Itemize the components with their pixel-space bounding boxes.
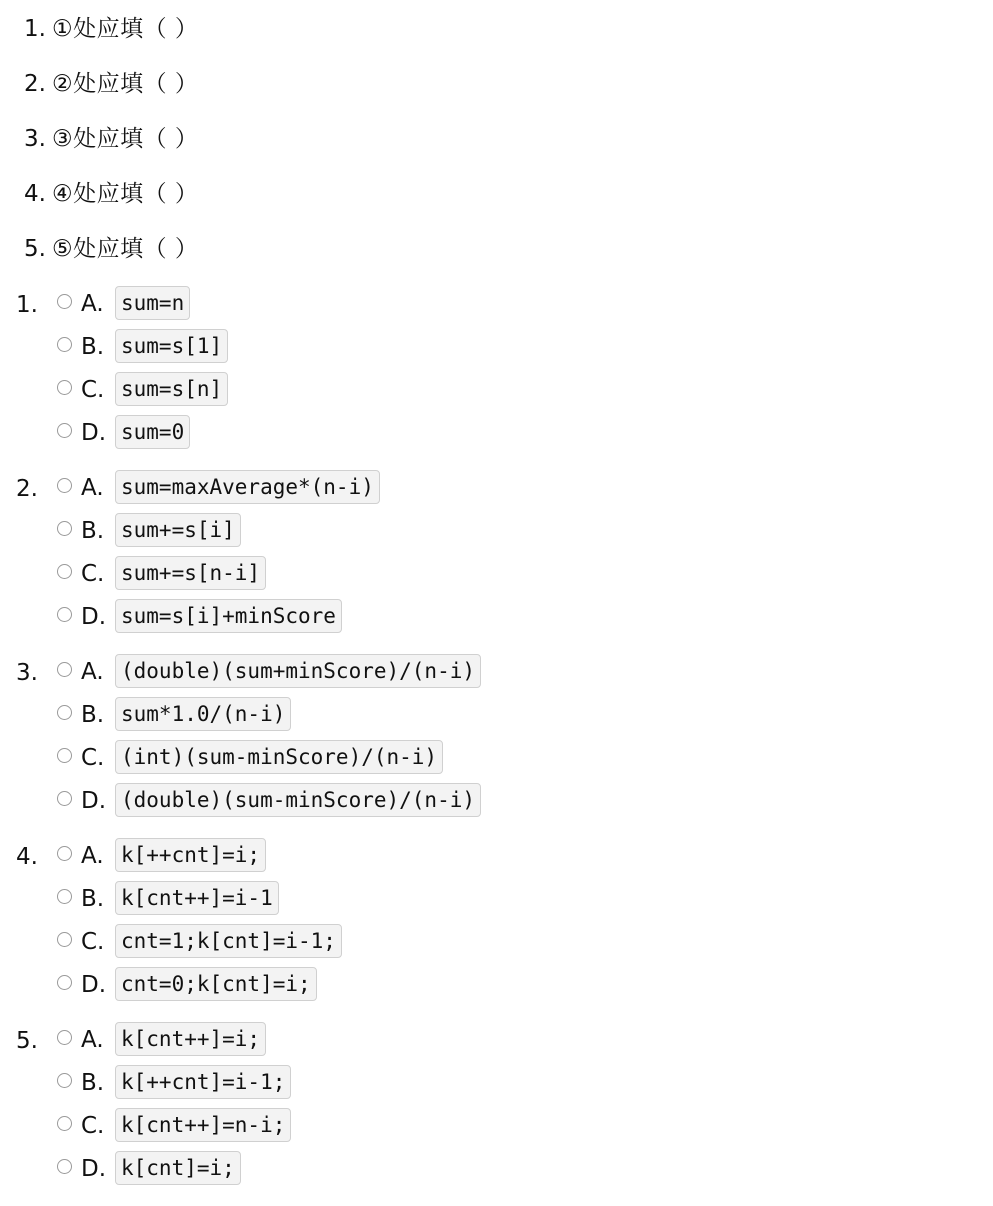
radio-button[interactable]: [57, 1116, 72, 1131]
option-c[interactable]: [44, 556, 380, 599]
prompt-text: ④处应填（ ）: [52, 181, 199, 207]
radio-button[interactable]: [57, 564, 72, 579]
option-letter: D.: [81, 604, 107, 630]
option-code: (double)(sum+minScore)/(n-i): [115, 654, 481, 688]
option-code: sum+=s[i]: [115, 513, 241, 547]
prompt-number: 3.: [24, 126, 46, 152]
radio-button[interactable]: [57, 294, 72, 309]
option-letter: A.: [81, 291, 104, 317]
option-a[interactable]: [44, 1022, 291, 1065]
prompt-text: ①处应填（ ）: [52, 16, 199, 42]
option-b[interactable]: [44, 513, 380, 556]
option-letter: B.: [81, 518, 105, 544]
prompt-item: [0, 12, 993, 67]
option-c[interactable]: [44, 372, 228, 415]
prompt-number: 1.: [24, 16, 46, 42]
radio-button[interactable]: [57, 791, 72, 806]
prompt-number: 2.: [24, 71, 46, 97]
radio-button[interactable]: [57, 380, 72, 395]
option-b[interactable]: [44, 1065, 291, 1108]
radio-button[interactable]: [57, 662, 72, 677]
question-number: 2.: [16, 476, 38, 502]
option-letter: D.: [81, 788, 107, 814]
option-code: sum*1.0/(n-i): [115, 697, 291, 731]
option-code: sum=n: [115, 286, 190, 320]
radio-button[interactable]: [57, 521, 72, 536]
option-code: k[cnt]=i;: [115, 1151, 241, 1185]
option-list: [44, 1022, 291, 1194]
option-d[interactable]: [44, 415, 228, 458]
option-c[interactable]: [44, 924, 342, 967]
option-code: sum=0: [115, 415, 190, 449]
option-list: [44, 470, 380, 642]
prompt-list: [0, 12, 993, 287]
prompt-item: [0, 232, 993, 287]
option-letter: C.: [81, 561, 105, 587]
option-letter: D.: [81, 1156, 107, 1182]
radio-button[interactable]: [57, 337, 72, 352]
option-list: [44, 654, 481, 826]
option-d[interactable]: [44, 1151, 291, 1194]
option-a[interactable]: [44, 286, 228, 329]
option-b[interactable]: [44, 881, 342, 924]
option-letter: B.: [81, 1070, 105, 1096]
radio-button[interactable]: [57, 1159, 72, 1174]
option-letter: C.: [81, 1113, 105, 1139]
option-code: k[++cnt]=i;: [115, 838, 266, 872]
option-a[interactable]: [44, 654, 481, 697]
option-letter: A.: [81, 659, 104, 685]
option-code: k[cnt++]=i;: [115, 1022, 266, 1056]
option-code: sum=s[1]: [115, 329, 228, 363]
question-group: [0, 838, 993, 1010]
question-group: [0, 654, 993, 826]
option-d[interactable]: [44, 967, 342, 1010]
question-group: [0, 1022, 993, 1194]
radio-button[interactable]: [57, 705, 72, 720]
prompt-item: [0, 122, 993, 177]
radio-button[interactable]: [57, 1073, 72, 1088]
option-letter: A.: [81, 1027, 104, 1053]
option-letter: A.: [81, 843, 104, 869]
prompt-item: [0, 67, 993, 122]
option-code: k[++cnt]=i-1;: [115, 1065, 291, 1099]
radio-button[interactable]: [57, 478, 72, 493]
radio-button[interactable]: [57, 748, 72, 763]
option-list: [44, 838, 342, 1010]
option-code: sum+=s[n-i]: [115, 556, 266, 590]
question-list: [0, 286, 993, 1206]
prompt-number: 5.: [24, 236, 46, 262]
option-code: (int)(sum-minScore)/(n-i): [115, 740, 443, 774]
radio-button[interactable]: [57, 1030, 72, 1045]
option-code: sum=s[i]+minScore: [115, 599, 342, 633]
option-c[interactable]: [44, 1108, 291, 1151]
question-number: 1.: [16, 292, 38, 318]
question-number: 3.: [16, 660, 38, 686]
question-number: 5.: [16, 1028, 38, 1054]
question-group: [0, 470, 993, 642]
radio-button[interactable]: [57, 975, 72, 990]
option-a[interactable]: [44, 470, 380, 513]
option-letter: D.: [81, 972, 107, 998]
radio-button[interactable]: [57, 889, 72, 904]
prompt-item: [0, 177, 993, 232]
option-letter: B.: [81, 886, 105, 912]
option-a[interactable]: [44, 838, 342, 881]
option-code: k[cnt++]=n-i;: [115, 1108, 291, 1142]
option-list: [44, 286, 228, 458]
prompt-text: ②处应填（ ）: [52, 71, 199, 97]
option-code: sum=s[n]: [115, 372, 228, 406]
option-letter: C.: [81, 929, 105, 955]
option-code: k[cnt++]=i-1: [115, 881, 279, 915]
prompt-text: ⑤处应填（ ）: [52, 236, 199, 262]
option-c[interactable]: [44, 740, 481, 783]
question-group: [0, 286, 993, 458]
prompt-number: 4.: [24, 181, 46, 207]
option-d[interactable]: [44, 599, 380, 642]
option-letter: B.: [81, 334, 105, 360]
option-letter: D.: [81, 420, 107, 446]
radio-button[interactable]: [57, 846, 72, 861]
option-letter: C.: [81, 745, 105, 771]
radio-button[interactable]: [57, 423, 72, 438]
question-number: 4.: [16, 844, 38, 870]
option-letter: A.: [81, 475, 104, 501]
radio-button[interactable]: [57, 607, 72, 622]
option-b[interactable]: [44, 329, 228, 372]
option-code: cnt=1;k[cnt]=i-1;: [115, 924, 342, 958]
prompt-text: ③处应填（ ）: [52, 126, 199, 152]
option-code: (double)(sum-minScore)/(n-i): [115, 783, 481, 817]
option-b[interactable]: [44, 697, 481, 740]
option-letter: B.: [81, 702, 105, 728]
option-code: cnt=0;k[cnt]=i;: [115, 967, 317, 1001]
option-d[interactable]: [44, 783, 481, 826]
option-letter: C.: [81, 377, 105, 403]
option-code: sum=maxAverage*(n-i): [115, 470, 380, 504]
radio-button[interactable]: [57, 932, 72, 947]
